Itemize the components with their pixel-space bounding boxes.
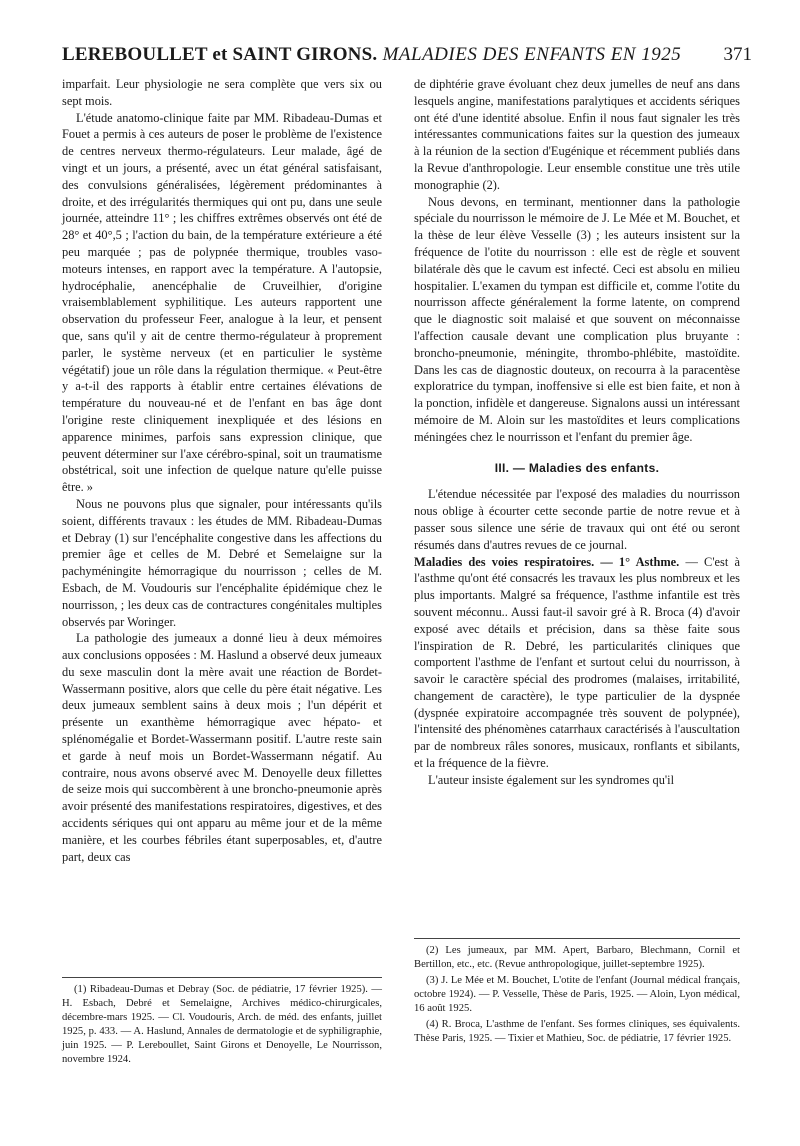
footnote: (4) R. Broca, L'asthme de l'enfant. Ses formes cliniques, ses équivalents. Thèse Paris, 1925. — Tixier et Mathieu, Soc. de pédiatrie, 17 février 1925. <box>414 1019 740 1044</box>
header-authors: LEREBOULLET et SAINT GIRONS. <box>62 44 378 65</box>
header-title: MALADIES DES ENFANTS EN 1925 <box>377 44 682 65</box>
footnote: (3) J. Le Mée et M. Bouchet, L'otite de l'enfant (Journal médical français, octobre 1924). — P. Vesselle, Thèse de Paris, 1925. — Aloin, Lyon médical, 16 août 1925. <box>414 975 740 1014</box>
paragraph: imparfait. Leur physiologie ne sera complète que vers six ou sept mois. <box>62 77 382 108</box>
running-header <box>62 42 752 68</box>
footnotes-right <box>414 944 740 1048</box>
section-heading: III. — Maladies des enfants. <box>494 460 660 475</box>
paragraph-text: — C'est à l'asthme qu'ont été consacrés les travaux les plus nombreux et les plus importants. Malgré sa fréquence, l'asthme infantile est très souvent méconnu.. Aussi faut-il savoir gré à R. Broca (4) d'avoir exposé avec détails et précision, dans sa thèse faite sous l'inspiration de R. Debré, les particularités cliniques que comportent l'asthme de l'enfant et surtout celui du nourrisson, à savoir le caractère spécial des prodromes (malaises, irritabilité, changement de caractère), le type particulier de la dyspnée (dyspnée expiratoire accompagnée très souvent de polypnée), l'intensité des phénomènes catarrhaux caractérisés à l'auscultation par de nombreux râles sonores, musicaux, ronflants et sibilants, et la fréquence de la fièvre. <box>414 554 740 771</box>
paragraph: La pathologie des jumeaux a donné lieu à deux mémoires aux conclusions opposées : M. Haslund a observé deux jumeaux du sexe masculin dont la mère avait une réaction de Bordet-Wassermann positive, alors que celle du père était négative. Les deux jumeaux semblent sains à deux mois ; l'un dépérit et présente un exanthème hémorragique avec hépato- et splénomégalie et Bordet-Wassermann positif. L'autre reste sain et garde à neuf mois un Bordet-Wassermann négatif. Au contraire, nous avons observé avec M. Denoyelle deux fillettes de seize mois qui succombèrent à une broncho-pneumonie après avoir présenté des manifestations respiratoires, digestives, et des accidents sériques qui ont apparu au même jour et de la même manière, et les courbes fébriles étant superposables, et, d'autre part, deux cas <box>62 631 382 864</box>
footnotes-left <box>62 983 382 1069</box>
paragraph: Nous devons, en terminant, mentionner dans la pathologie spéciale du nourrisson le mémoire de J. Le Mée et M. Bouchet, et la thèse de leur élève Vesselle (3) ; les auteurs insistent sur la fréquence de l'otite du nourrisson : elle est de règle et souvent bilatérale dès que le cavum est infecté. Ceci est absolu en milieu hospitalier. L'examen du tympan est difficile et, comme l'otite du nourrisson affecte généralement la forme latente, on comprend que le diagnostic soit malaisé et que souvent on méconnaisse l'affection causale devant une complication plus bruyante : broncho-pneumonie, méningite, thrombo-phlébite, mastoïdite. Dans les cas de diagnostic douteux, on recourra à la paracentèse exploratrice du tympan, inoffensive si elle est bien faite, et non à la ponction, infidèle et dangereuse. Signalons aussi un intéressant mémoire de M. Aloin sur les mastoïdites et leurs complications méningées chez le nourrisson et l'enfant du premier âge. <box>414 194 740 444</box>
paragraph: L'étude anatomo-clinique faite par MM. Ribadeau-Dumas et Fouet a permis à ces auteurs de poser le problème de l'existence de centres nerveux thermo-régulateurs. Leur malade, âgé de vingt et un jours, a présenté, avec un état général satisfaisant, des convulsions généralisées, légèrement prédominantes à droite, et des irrégularités thermiques qui ont pu, dans une seule journée, atteindre 11° ; les chiffres extrêmes observés ont été de 28° et 40°,5 ; l'action du bain, de la température extérieure a été peu marquée ; pas de polypnée thermique, troubles vaso-moteurs intenses, en rapport avec la température. A l'autopsie, hydrocéphalie, anencéphalie de Cruveilhier, d'origine vraisemblablement syphilitique. Les auteurs rapportent une observation du professeur Feer, analogue à la leur, et pensent que, sans qu'il y ait de centre thermo-régulateur à proprement parler, le système nerveux (et en particulier le système végétatif) joue un rôle dans la régulation thermique. « Peut-être y a-t-il des rapports à établir entre certaines élévations de température du nouveau-né et de l'enfant en bas âge dont l'origine reste cliniquement inexpliquée et des lésions en apparence minimes, parfois sans expression clinique, que peuvent déterminer sur l'axe cérébro-spinal, soit un traumatisme obstétrical, soit une infection de quelque nature qu'elle puisse être. » <box>62 110 382 495</box>
subsection-heading: Maladies des voies respiratoires. — 1° Asthme. <box>414 554 680 569</box>
paragraph: L'étendue nécessitée par l'exposé des maladies du nourrisson nous oblige à écourter cette seconde partie de notre revue et à passer sous silence une série de travaux qui ont été ou seront résumés dans d'autres revues de ce journal. <box>414 487 740 552</box>
right-column <box>414 76 740 789</box>
footnote: (2) Les jumeaux, par MM. Apert, Barbaro, Blechmann, Cornil et Bertillon, etc., etc. (Revue anthropologique, juillet-septembre 1925). <box>414 945 740 970</box>
page-number: 371 <box>723 44 752 65</box>
footnote-divider <box>62 977 382 978</box>
paragraph: L'auteur insiste également sur les syndromes qu'il <box>428 772 675 787</box>
footnote-divider <box>414 938 740 939</box>
paragraph: Nous ne pouvons plus que signaler, pour intéressants qu'ils soient, différents travaux : les études de MM. Ribadeau-Dumas et Debray (1) sur l'encéphalite congestive dans les affections du premier âge et celles de M. Debré et Semelaigne sur la pachyméningite hémorragique du nourrisson ; celles de M. Esbach, de M. Voudouris sur l'encéphalite épidémique chez le nourrisson, ; les deux cas de contractures congénitales multiples observés par Woringer. <box>62 496 382 629</box>
paragraph <box>414 554 740 772</box>
left-column <box>62 76 382 865</box>
footnote: (1) Ribadeau-Dumas et Debray (Soc. de pédiatrie, 17 février 1925). — H. Esbach, Debré et Semelaigne, Archives médico-chirurgicales, décembre-mars 1925. — Cl. Voudouris, Arch. de méd. des enfants, juillet 1925, p. 433. — A. Haslund, Annales de dermatologie et de syphiligraphie, juin 1925. — P. Lereboullet, Saint Girons et Denoyelle, Le Nourrisson, novembre 1924. <box>62 984 382 1065</box>
paragraph: de diphtérie grave évoluant chez deux jumelles de neuf ans dans lesquels angine, manifestations paralytiques et accidents sériques ont été d'une identité absolue. Enfin il nous faut signaler les très intéressantes communications faites sur la question des jumeaux à la réunion de la section d'Eugénique et récemment publiés dans la Revue d'anthropologie. Leur ensemble constitue une très utile monographie (2). <box>414 77 740 192</box>
